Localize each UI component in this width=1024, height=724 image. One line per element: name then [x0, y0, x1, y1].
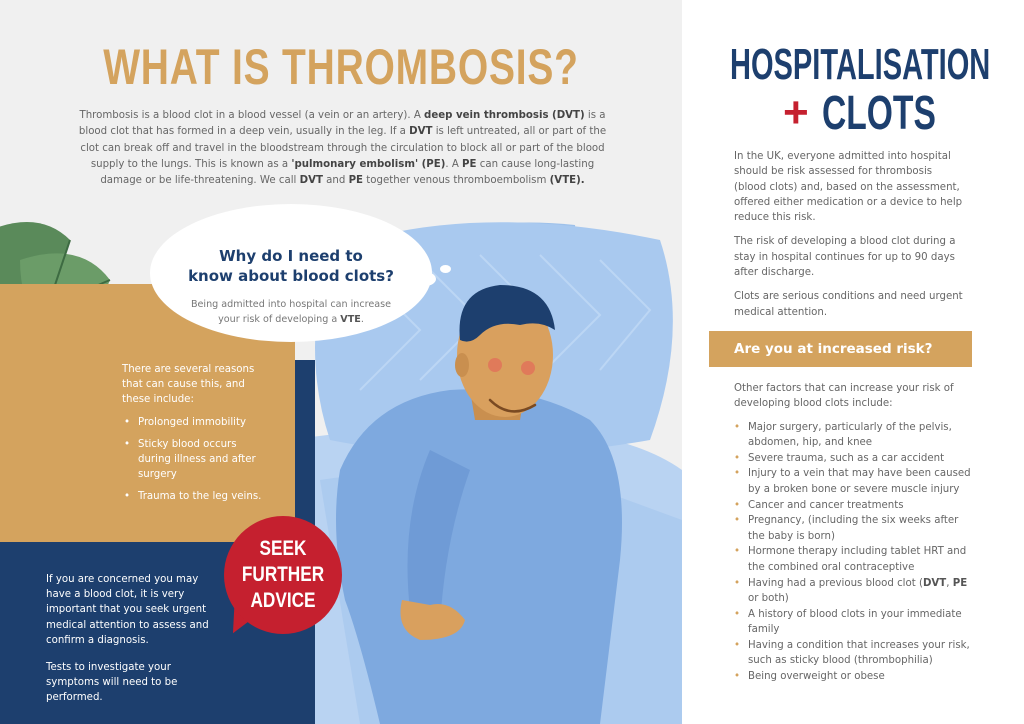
- reasons-list: [122, 362, 272, 511]
- list-item: • A history of blood clots in your immediate family: [734, 607, 974, 638]
- list-item: • Having had a previous blood clot (DVT, PE or both): [734, 576, 974, 607]
- risk-heading: Are you at increased risk?: [734, 341, 933, 357]
- list-item: • Prolonged immobility: [122, 415, 272, 430]
- list-item: • Severe trauma, such as a car accident: [734, 451, 974, 466]
- hospital-info: In the UK, everyone admitted into hospital should be risk assessed for thrombosis (blood clots) and, based on the assessment, offered either medication or a device to help reduce this risk. The risk of developing a blood clot during a stay in hospital continues for up to 90 days after discharge. Clots are serious conditions and need urgent medical attention.: [734, 151, 963, 318]
- bubble-heading: Why do I need to know about blood clots?: [188, 247, 394, 285]
- cheek-right: [521, 361, 535, 375]
- clots-title: CLOTS: [822, 87, 936, 140]
- thought-bubble-dot: [440, 265, 451, 273]
- page-title: WHAT IS THROMBOSIS?: [103, 39, 579, 95]
- concern-text: If you are concerned you may have a blood clot, it is very important that you seek urgent medical attention to assess and confirm a diagnosis. Tests to investigate your symptoms will need to be performed.: [46, 574, 209, 704]
- shirt: [336, 389, 622, 724]
- seek-advice-text: SEEK FURTHER ADVICE: [241, 537, 325, 612]
- reasons-intro: There are several reasons that can cause this, and these include:: [122, 364, 255, 405]
- intro-paragraph: Thrombosis is a blood clot in a blood vessel (a vein or an artery). A deep vein thrombosis (DVT) is a blood clot that has formed in a deep vein, usually in the leg. If a DVT is left untreated, all or part of the clot can break off and travel in the bloodstream through the circulation to block all or part of the blood supply to the lungs. This is known as a 'pulmonary embolism' (PE). A PE can cause long-lasting damage or be life-threatening. We call DVT and PE together venous thromboembolism (VTE).: [78, 110, 607, 187]
- bubble-text: Being admitted into hospital can increase your risk of developing a VTE.: [190, 299, 392, 325]
- ear: [455, 353, 469, 377]
- list-item: • Injury to a vein that may have been caused by a broken bone or severe muscle injury: [734, 466, 974, 497]
- list-item: • Trauma to the leg veins.: [122, 489, 272, 504]
- list-item: • Pregnancy, (including the six weeks after the baby is born): [734, 513, 974, 544]
- list-item: • Having a condition that increases your risk, such as sticky blood (thrombophilia): [734, 638, 974, 669]
- cheek-left: [488, 358, 502, 372]
- list-item: • Cancer and cancer treatments: [734, 498, 974, 513]
- list-item: • Major surgery, particularly of the pelvis, abdomen, hip, and knee: [734, 420, 974, 451]
- list-item: • Hormone therapy including tablet HRT and the combined oral contraceptive: [734, 544, 974, 575]
- thought-bubble-dot: [414, 272, 436, 286]
- list-item: • Sticky blood occurs during illness and after surgery: [122, 437, 272, 482]
- hospitalisation-title: HOSPITALISATION: [730, 40, 991, 89]
- list-item: • Being overweight or obese: [734, 669, 974, 684]
- risk-factors-intro: Other factors that can increase your risk of developing blood clots include:: [734, 383, 954, 410]
- risk-factors: [734, 381, 974, 685]
- plus-icon: +: [783, 88, 809, 137]
